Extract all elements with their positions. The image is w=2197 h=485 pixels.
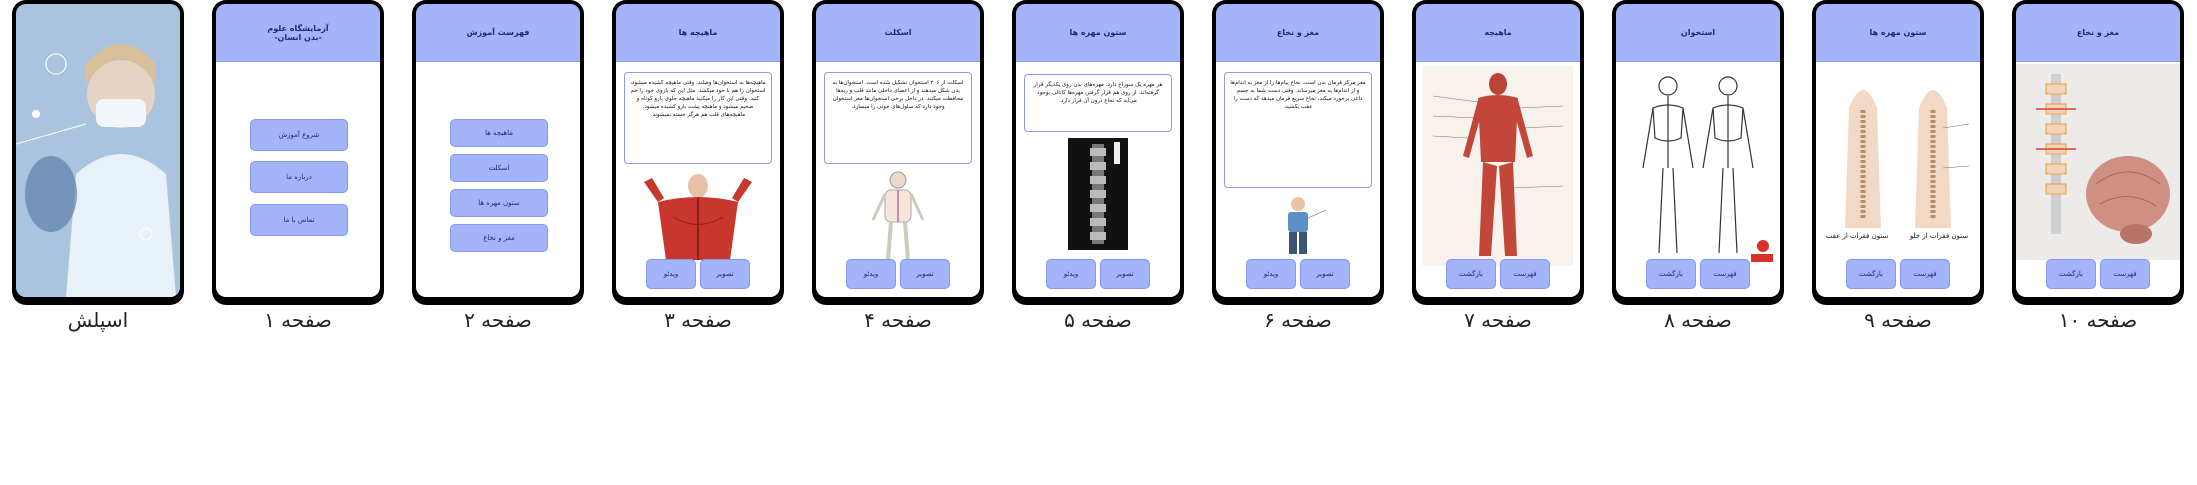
image-button[interactable]: تصویر bbox=[1300, 259, 1350, 289]
list-button[interactable]: فهرست bbox=[1700, 259, 1750, 289]
start-learning-button[interactable]: شروع آموزش bbox=[250, 119, 348, 151]
phone-page-9 bbox=[1812, 0, 1984, 305]
phone-page-4 bbox=[812, 0, 984, 305]
video-button[interactable]: ویدئو bbox=[846, 259, 896, 289]
page-title: ستون مهره ها bbox=[1816, 4, 1980, 62]
caption-page-2: صفحه ۲ bbox=[464, 308, 532, 332]
back-button[interactable]: بازگشت bbox=[1846, 259, 1896, 289]
boy-nervous-system-illustration bbox=[1268, 196, 1328, 256]
brain-spinal-cord-button[interactable]: مغز و نخاع bbox=[450, 224, 548, 252]
content-text: هر مهره یک سوراخ دارد. مهره‌های بدن روی یکدیگر قرار گرفته‌اند. از روی هم قرار گرفتن مهره‌ها کانالی بوجود می‌آید که نخاع درون آن قرار دارد. bbox=[1024, 74, 1172, 132]
phone-page-6 bbox=[1212, 0, 1384, 305]
content-text: اسکلت از ۲۰۶ استخوان تشکیل شده است. استخوان‌ها به بدن شکل میدهند و از اعضای داخلی مانند قلب و ریه‌ها محافظت میکنند. در داخل برخی استخوان‌ها مغز استخوان وجود دارد که سلول‌های خونی را میسازد. bbox=[824, 72, 972, 164]
phone-splash bbox=[12, 0, 184, 305]
contact-us-button[interactable]: تماس با ما bbox=[250, 204, 348, 236]
phone-page-8 bbox=[1612, 0, 1784, 305]
scientist-illustration bbox=[16, 4, 180, 297]
label-spine-front: ستون فقرات از جلو bbox=[1909, 232, 1969, 240]
muscular-system-chart bbox=[1423, 66, 1573, 266]
caption-page-10: صفحه ۱۰ bbox=[2058, 308, 2138, 332]
spine-front-back-illustration bbox=[1823, 68, 1973, 228]
skeleton-child-illustration bbox=[863, 170, 933, 262]
phone-page-10 bbox=[2012, 0, 2184, 305]
list-button[interactable]: فهرست bbox=[2100, 259, 2150, 289]
phone-page-3 bbox=[612, 0, 784, 305]
caption-page-9: صفحه ۹ bbox=[1864, 308, 1932, 332]
caption-page-8: صفحه ۸ bbox=[1664, 308, 1732, 332]
brain-spinal-cord-model-image bbox=[2016, 64, 2180, 260]
image-button[interactable]: تصویر bbox=[900, 259, 950, 289]
caption-page-5: صفحه ۵ bbox=[1064, 308, 1132, 332]
skeletal-system-chart bbox=[1623, 68, 1773, 264]
about-us-button[interactable]: درباره ما bbox=[250, 161, 348, 193]
skeleton-button[interactable]: اسکلت bbox=[450, 154, 548, 182]
image-button[interactable]: تصویر bbox=[700, 259, 750, 289]
page-title: فهرست آموزش bbox=[416, 4, 580, 62]
phone-page-2 bbox=[412, 0, 584, 305]
phone-page-5 bbox=[1012, 0, 1184, 305]
caption-page-7: صفحه ۷ bbox=[1464, 308, 1532, 332]
splash-image bbox=[16, 4, 180, 297]
back-button[interactable]: بازگشت bbox=[2046, 259, 2096, 289]
list-button[interactable]: فهرست bbox=[1900, 259, 1950, 289]
page-title: مغز و نخاع bbox=[1216, 4, 1380, 62]
spine-xray-image bbox=[1068, 138, 1128, 250]
back-muscles-illustration bbox=[638, 172, 758, 260]
page-title: آزمایشگاه علوم -بدن انسان- bbox=[216, 4, 380, 62]
caption-page-4: صفحه ۴ bbox=[864, 308, 932, 332]
caption-splash: اسپلش bbox=[67, 308, 129, 332]
page-title: ماهیچه ها bbox=[616, 4, 780, 62]
content-text: مغز مرکز فرمان بدن است. نخاع پیام‌ها را از مغز به اندام‌ها و از اندام‌ها به مغز میرساند. وقتی دست شما به جسم داغی برخورد میکند، نخاع سریع فرمان میدهد که دست را عقب بکشید. bbox=[1224, 72, 1372, 188]
caption-page-6: صفحه ۶ bbox=[1264, 308, 1332, 332]
image-button[interactable]: تصویر bbox=[1100, 259, 1150, 289]
phone-page-7 bbox=[1412, 0, 1584, 305]
video-button[interactable]: ویدئو bbox=[1246, 259, 1296, 289]
label-spine-back: ستون فقرات از عقب bbox=[1825, 232, 1889, 240]
back-button[interactable]: بازگشت bbox=[1446, 259, 1496, 289]
spine-button[interactable]: ستون مهره ها bbox=[450, 189, 548, 217]
caption-page-3: صفحه ۳ bbox=[664, 308, 732, 332]
page-title: مغز و نخاع bbox=[2016, 4, 2180, 62]
list-button[interactable]: فهرست bbox=[1500, 259, 1550, 289]
video-button[interactable]: ویدئو bbox=[646, 259, 696, 289]
phone-page-1 bbox=[212, 0, 384, 305]
back-button[interactable]: بازگشت bbox=[1646, 259, 1696, 289]
muscles-button[interactable]: ماهیچه ها bbox=[450, 119, 548, 147]
caption-page-1: صفحه ۱ bbox=[264, 308, 332, 332]
video-button[interactable]: ویدئو bbox=[1046, 259, 1096, 289]
page-title: اسکلت bbox=[816, 4, 980, 62]
page-title: ستون مهره ها bbox=[1016, 4, 1180, 62]
logo-icon bbox=[1757, 240, 1769, 252]
page-title: ماهیچه bbox=[1416, 4, 1580, 62]
page-title: استخوان bbox=[1616, 4, 1780, 62]
content-text: ماهیچه‌ها به استخوان‌ها وصلند. وقتی ماهیچه کشیده میشود، استخوان را هم با خود میکشد. مثل این که بازوی خود را خم کنید. وقتی این کار را میکنید ماهیچه جلوی بازو کوتاه و ضخیم میشود و ماهیچه پشت بازو کشیده میشود. ماهیچه‌های قلب هم هرگز خسته نمیشوند. bbox=[624, 72, 772, 164]
